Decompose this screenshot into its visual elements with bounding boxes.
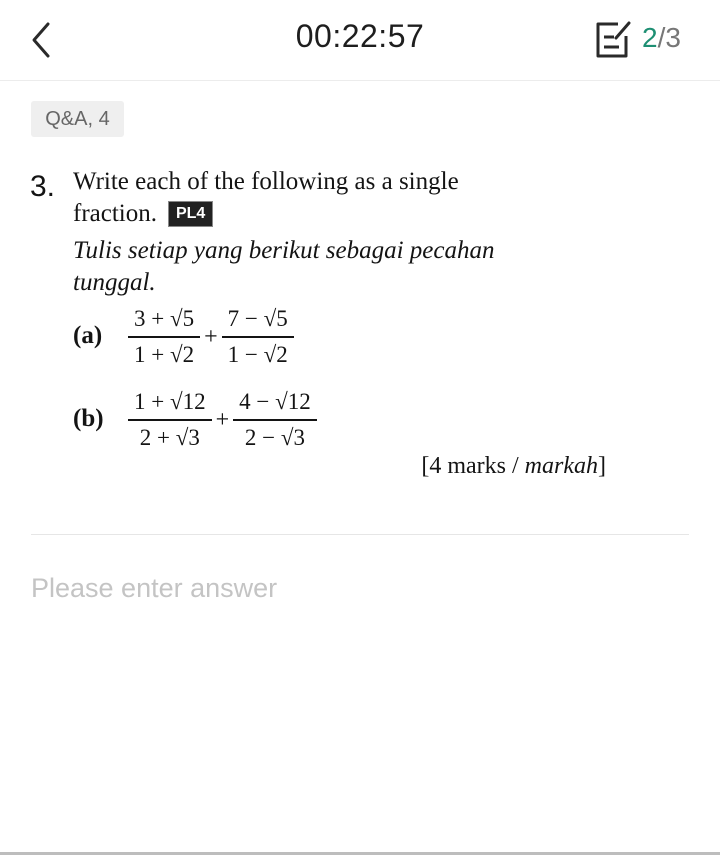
answer-input[interactable]: [31, 568, 681, 608]
progress-current: 2: [642, 22, 658, 53]
part-a-numerator-1: 3 + √5: [128, 302, 200, 338]
part-a-label: (a): [73, 322, 103, 349]
top-bar: [0, 0, 720, 81]
part-a-operator: +: [204, 323, 218, 350]
part-a-fraction-2: [222, 302, 294, 372]
answer-sheet-icon: [594, 20, 632, 60]
question-number: 3.: [30, 170, 56, 203]
divider: [31, 534, 689, 535]
part-a-denominator-1: 1 + √2: [134, 342, 195, 367]
part-a-denominator-2: 1 − √2: [227, 342, 288, 367]
part-a-numerator-2: 7 − √5: [222, 302, 294, 338]
part-b-fraction-2: [233, 385, 317, 455]
countdown-timer: 00:22:57: [295, 18, 425, 54]
part-b-numerator-1: 1 + √12: [128, 385, 212, 421]
marks-italic: markah: [524, 453, 598, 479]
question-image: [28, 150, 692, 495]
part-b-operator: +: [215, 406, 230, 433]
question-text-line2-text: fraction.: [73, 200, 157, 227]
question-text-line2: [73, 200, 212, 228]
question-text-line1: Write each of the following as a single: [73, 168, 459, 195]
marks-label: [421, 453, 606, 480]
part-b-expression: [128, 385, 317, 455]
answer-sheet-button[interactable]: [594, 20, 632, 60]
marks-suffix: ]: [598, 453, 606, 479]
progress-total: /3: [657, 22, 681, 53]
question-text-line4: tunggal.: [73, 269, 156, 296]
part-b-denominator-2: 2 − √3: [244, 425, 306, 450]
part-b-label: (b): [73, 405, 104, 432]
part-b-fraction-1: [128, 385, 212, 455]
part-a-fraction-1: [128, 302, 200, 372]
question-text-line3: Tulis setiap yang berikut sebagai pecahan: [73, 237, 495, 264]
part-b-numerator-2: 4 − √12: [233, 385, 317, 421]
part-b-denominator-1: 2 + √3: [139, 425, 200, 450]
question-progress[interactable]: [642, 22, 681, 54]
pl-badge: PL4: [169, 202, 212, 226]
section-tag: Q&A, 4: [31, 101, 124, 137]
marks-prefix: [4 marks /: [421, 453, 525, 479]
part-a-expression: [128, 302, 294, 372]
